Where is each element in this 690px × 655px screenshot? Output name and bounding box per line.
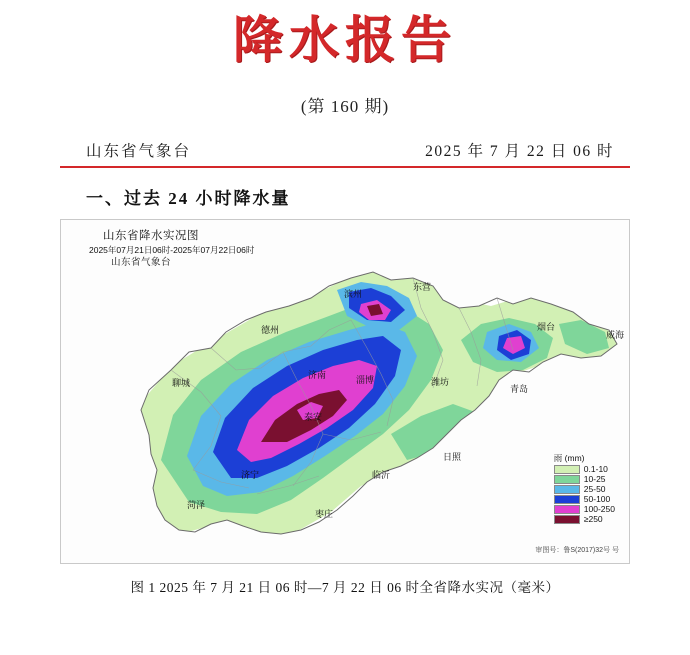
legend-item: [554, 485, 615, 495]
city-label: 枣庄: [315, 508, 334, 519]
legend-label: 50-100: [583, 494, 611, 505]
city-label: 青岛: [510, 383, 529, 394]
legend-swatch: [554, 485, 580, 494]
city-label: 济南: [308, 369, 327, 380]
map-legend: [554, 454, 615, 525]
city-label: 潍坊: [431, 376, 450, 387]
city-label: 临沂: [372, 469, 391, 480]
legend-swatch: [554, 515, 580, 524]
precipitation-map: [60, 219, 630, 564]
legend-label: ≥250: [583, 514, 603, 525]
meta-row: [86, 139, 614, 161]
document-page: [0, 12, 690, 655]
legend-label: 100-250: [583, 504, 615, 515]
issuing-organization: 山东省气象台: [86, 142, 192, 160]
issue-number: (第 160 期): [300, 96, 390, 116]
legend-swatch: [554, 495, 580, 504]
legend-item: [554, 505, 615, 515]
map-title: 山东省降水实况图: [103, 229, 199, 242]
city-label: 日照: [443, 451, 462, 462]
city-label: 东营: [413, 281, 432, 292]
legend-item: [554, 495, 615, 505]
city-label: 德州: [261, 324, 280, 335]
city-label: 滨州: [344, 288, 363, 299]
legend-item: [554, 515, 615, 525]
city-label: 济宁: [241, 469, 260, 480]
legend-item: [554, 475, 615, 485]
legend-label: 0.1-10: [583, 464, 608, 475]
legend-title: 雨 (mm): [553, 452, 585, 463]
map-source: 山东省气象台: [111, 257, 172, 269]
map-approval-code: 审图号：鲁S(2017)32号 号: [535, 546, 619, 554]
city-label: 烟台: [537, 321, 556, 332]
map-graphic: [61, 220, 630, 564]
city-label: 聊城: [172, 377, 191, 388]
legend-item: [554, 465, 615, 475]
map-period: 2025年07月21日06时-2025年07月22日06时: [89, 245, 255, 256]
city-label: 威海: [606, 329, 625, 340]
issue-datetime: 2025 年 7 月 22 日 06 时: [425, 142, 614, 160]
legend-swatch: [554, 505, 580, 514]
legend-swatch: [554, 475, 580, 484]
page-title: 降水报告: [233, 12, 457, 68]
city-label: 菏泽: [187, 499, 206, 510]
section-heading: 一、过去 24 小时降水量: [86, 188, 291, 208]
legend-label: 10-25: [583, 474, 606, 485]
figure-caption: 图 1 2025 年 7 月 21 日 06 时—7 月 22 日 06 时全省降水实况（毫米）: [130, 579, 560, 595]
legend-label: 25-50: [583, 484, 606, 495]
legend-swatch: [554, 465, 580, 474]
city-label: 淄博: [356, 374, 375, 385]
divider: [60, 166, 630, 168]
city-label: 泰安: [304, 411, 323, 422]
